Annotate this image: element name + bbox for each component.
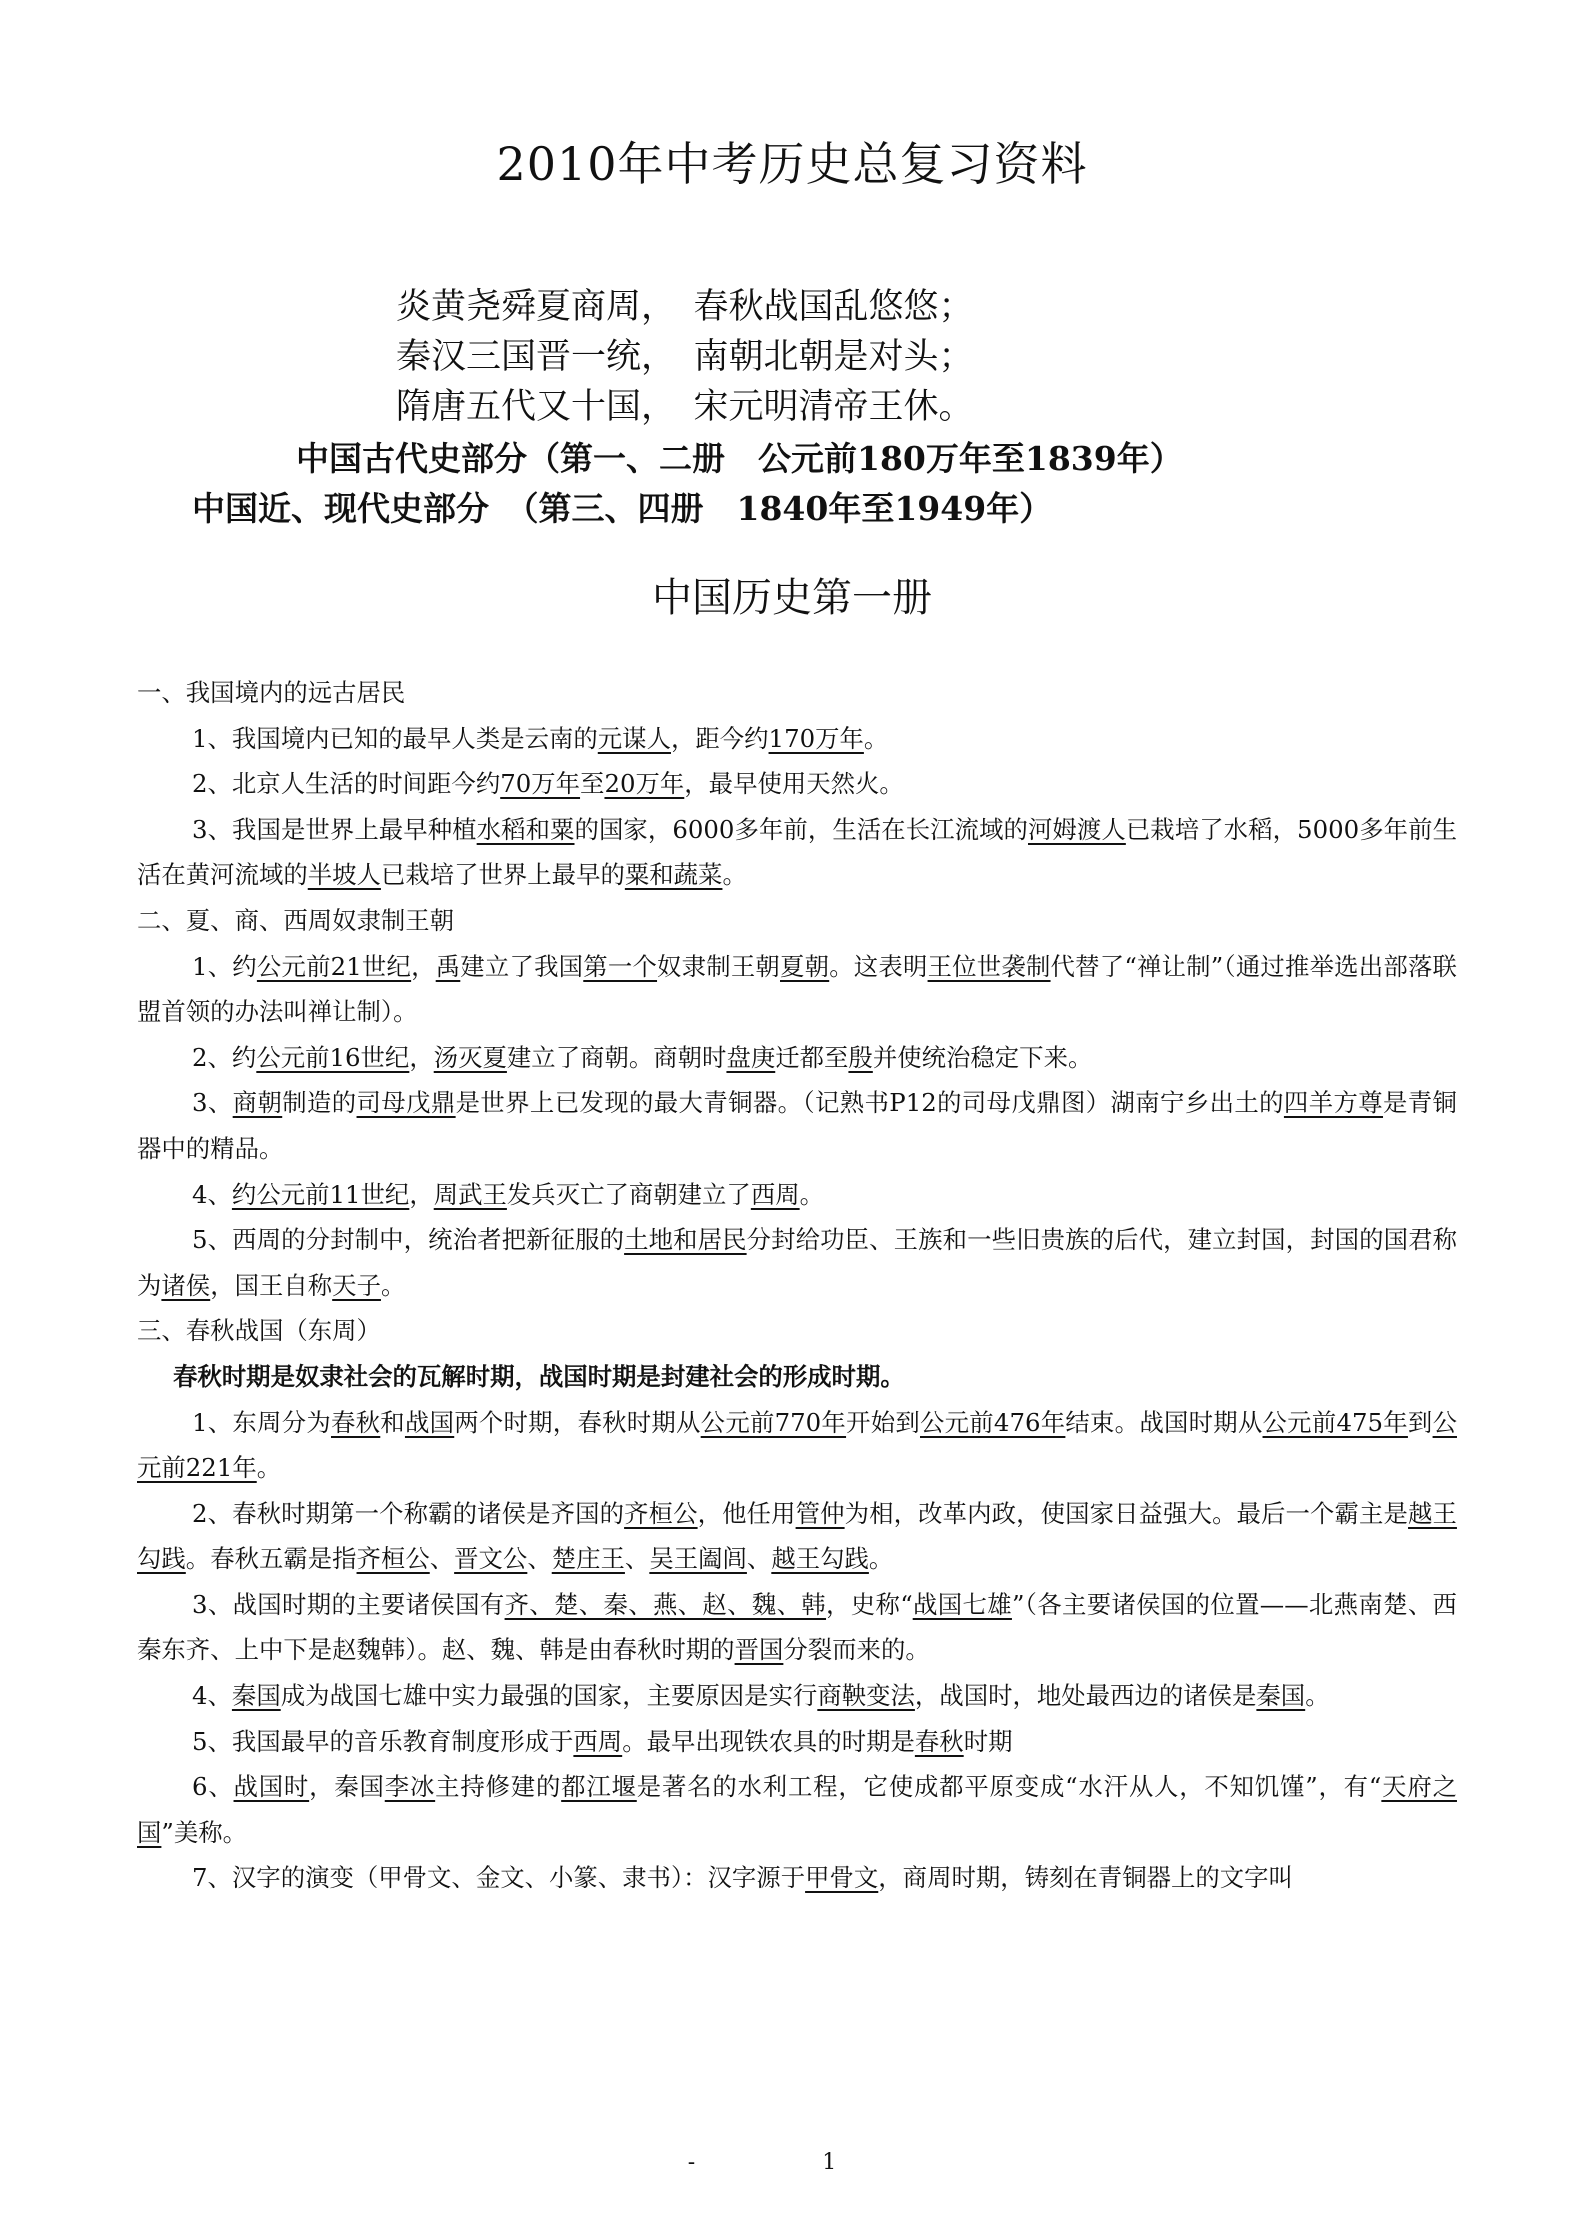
text-run: 4、 [192, 1179, 232, 1209]
text-run: 春秋时期是奴隶社会的瓦解时期，战国时期是封建社会的形成时期。 [173, 1361, 905, 1391]
underlined-term: 70万年 [500, 769, 581, 799]
underlined-term: 春秋 [914, 1726, 964, 1756]
text-run: 一、我国境内的远古居民 [137, 678, 406, 707]
text-run: 已栽培了世界上最早的 [380, 860, 625, 890]
paragraph [137, 1491, 1457, 1582]
underlined-term: 王位世袭制 [927, 951, 1051, 981]
text-run: 。 [380, 1270, 406, 1300]
paragraph [137, 807, 1457, 898]
underlined-term: 天府之国 [137, 1772, 1457, 1847]
underlined-term: 秦国 [231, 1681, 281, 1711]
text-run: 和 [380, 1407, 405, 1437]
underlined-term: 齐桓公 [356, 1544, 430, 1574]
paragraph [137, 1764, 1457, 1855]
text-run: 2、春秋时期第一个称霸的诸侯是齐国的 [192, 1498, 625, 1528]
paragraph [137, 1719, 1457, 1765]
text-run: 已栽培了水稻，5000多年前生活在黄河流域的 [137, 814, 1457, 890]
underlined-term: 公元前770年 [700, 1407, 847, 1437]
underlined-term: 禹 [435, 951, 461, 981]
text-run: 6、 [192, 1772, 234, 1802]
underlined-term: 公元前221年 [137, 1407, 1457, 1483]
text-run: 1、东周分为 [192, 1407, 331, 1437]
text-run: ，史称“ [826, 1589, 913, 1619]
paragraph [137, 1855, 1457, 1901]
underlined-term: 四羊方尊 [1283, 1088, 1384, 1118]
text-run: 、 [746, 1544, 772, 1574]
text-run: 、 [429, 1544, 455, 1574]
underlined-term: 半坡人 [307, 860, 381, 890]
text-run: ， [409, 1179, 434, 1209]
text-run: 分封给功臣、王族和一些旧贵族的后代，建立封国，封国的国君称为 [137, 1225, 1457, 1300]
text-run: ， [411, 951, 436, 981]
text-run: 3、战国时期的主要诸侯国有 [192, 1589, 505, 1619]
underlined-term: 齐桓公 [624, 1498, 698, 1528]
underlined-term: 殷 [848, 1042, 873, 1072]
underlined-term: 汤灭夏 [433, 1042, 507, 1072]
text-run: 。 [722, 860, 747, 890]
text-run: 。 [799, 1179, 825, 1209]
underlined-term: 天子 [332, 1270, 381, 1300]
section-heading [137, 898, 1457, 944]
text-run: 开始到 [846, 1407, 920, 1437]
text-run: 是青铜器中的精品。 [137, 1088, 1457, 1163]
text-run: 为相，改革内政，使国家日益强大。最后一个霸主是 [844, 1498, 1409, 1528]
underlined-term: 都江堰 [561, 1772, 637, 1802]
paragraph [137, 761, 1457, 807]
section-heading-modern: 中国近、现代史部分 （第三、四册 1840年至1949年） [192, 489, 1053, 528]
paragraph [137, 1582, 1457, 1673]
paragraph [137, 944, 1457, 1035]
bold-statement [137, 1354, 1457, 1400]
underlined-term: 土地和居民 [624, 1225, 747, 1255]
text-run: 1、我国境内已知的最早人类是云南的 [192, 723, 598, 753]
underlined-term: 公元前21世纪 [256, 951, 412, 981]
paragraph [137, 1080, 1457, 1171]
text-run: ”美称。 [161, 1817, 248, 1847]
text-run: ，战国时，地处最西边的诸侯是 [914, 1681, 1257, 1711]
poem-line: 秦汉三国晋一统， 南朝北朝是对头； [396, 337, 974, 377]
underlined-term: 甲骨文 [805, 1863, 879, 1893]
text-run: 奴隶制王朝 [657, 951, 781, 981]
text-run: 制造的 [282, 1088, 357, 1118]
section-heading [137, 1308, 1457, 1354]
underlined-term: 170万年 [768, 723, 864, 753]
underlined-term: 越王勾践 [771, 1544, 869, 1574]
text-run: 发兵灭亡了商朝建立了 [506, 1179, 751, 1209]
text-run: ，国王自称 [210, 1270, 333, 1300]
paragraph [137, 1400, 1457, 1491]
section-heading [137, 670, 1457, 716]
text-run: 建立了我国 [460, 951, 584, 981]
underlined-term: 商朝 [232, 1088, 283, 1118]
underlined-term: 夏朝 [780, 951, 830, 981]
text-run: 三、春秋战国（东周） [137, 1316, 381, 1346]
underlined-term: 秦国 [1256, 1681, 1306, 1711]
paragraph [137, 716, 1457, 762]
text-run: 2、北京人生活的时间距今约 [192, 769, 501, 799]
text-run: 到 [1407, 1407, 1433, 1437]
underlined-term: 公元前475年 [1262, 1407, 1408, 1437]
underlined-term: 晋国 [734, 1635, 784, 1665]
text-run: 是著名的水利工程，它使成都平原变成“水汗从人，不知饥馑”，有“ [636, 1772, 1382, 1802]
text-run: 。 [863, 723, 889, 753]
underlined-term: 河姆渡人 [1028, 814, 1126, 844]
underlined-term: 商鞅变法 [817, 1681, 915, 1711]
text-run: 分裂而来的。 [783, 1635, 930, 1665]
underlined-term: 公元前476年 [920, 1407, 1066, 1437]
text-run: 7、汉字的演变（甲骨文、金文、小篆、隶书）：汉字源于 [192, 1863, 806, 1893]
paragraph [137, 1035, 1457, 1081]
underlined-term: 周武王 [433, 1179, 507, 1209]
underlined-term: 晋文公 [454, 1544, 528, 1574]
text-run: 、 [624, 1544, 650, 1574]
text-run: ，距今约 [670, 723, 769, 753]
underlined-term: 司母戊鼎 [356, 1088, 456, 1118]
book-title: 中国历史第一册 [652, 575, 932, 621]
text-run: 至 [580, 769, 605, 799]
text-run: 二、夏、商、西周奴隶制王朝 [137, 905, 455, 935]
text-run: ”（各主要诸侯国的位置——北燕南楚、西秦东齐、上中下是赵魏韩）。赵、魏、韩是由春秋时期的 [137, 1589, 1457, 1665]
text-run: 5、我国最早的音乐教育制度形成于 [192, 1726, 574, 1756]
text-run: 。 [868, 1544, 894, 1574]
section-heading-ancient: 中国古代史部分（第一、二册 公元前180万年至1839年） [296, 439, 1183, 478]
underlined-term: 粟和蔬菜 [624, 860, 723, 890]
text-run: 主持修建的 [435, 1772, 562, 1802]
underlined-term: 约公元前11世纪 [231, 1179, 410, 1209]
text-run: 。春秋五霸是指 [185, 1544, 357, 1574]
underlined-term: 20万年 [604, 769, 685, 799]
underlined-term: 战国 [404, 1407, 455, 1437]
document-title: 2010年中考历史总复习资料 [496, 137, 1088, 191]
text-run: ，秦国 [309, 1772, 385, 1802]
text-run: 3、我国是世界上最早种植 [192, 814, 477, 844]
text-run: ，商周时期，铸刻在青铜器上的文字叫 [878, 1863, 1293, 1893]
underlined-term: 诸侯 [161, 1270, 211, 1300]
underlined-term: 越王勾践 [137, 1498, 1457, 1574]
text-run: 成为战国七雄中实力最强的国家，主要原因是实行 [280, 1681, 818, 1711]
underlined-term: 战国时 [233, 1772, 310, 1802]
text-run: 。 [256, 1453, 282, 1483]
underlined-term: 第一个 [583, 951, 658, 981]
text-run: ， [409, 1042, 434, 1072]
paragraph [137, 1673, 1457, 1719]
text-run: 5、西周的分封制中，统治者把新征服的 [192, 1225, 625, 1255]
text-run: 1、约 [192, 951, 257, 981]
underlined-term: 西周 [750, 1179, 800, 1209]
text-run: ，他任用 [697, 1498, 796, 1528]
text-run: 结束。战国时期从 [1065, 1407, 1263, 1437]
underlined-term: 战国七雄 [912, 1589, 1012, 1619]
text-run: ，最早使用天然火。 [684, 769, 904, 799]
text-run: 时期 [963, 1726, 1013, 1756]
paragraph [137, 1217, 1457, 1308]
document-body [137, 670, 1457, 1901]
underlined-term: 管仲 [795, 1498, 845, 1528]
underlined-term: 西周 [573, 1726, 623, 1756]
text-run: 两个时期，春秋时期从 [454, 1407, 701, 1437]
underlined-term: 楚庄王 [551, 1544, 625, 1574]
text-run: 迁都至 [775, 1042, 849, 1072]
underlined-term: 水稻和粟 [476, 814, 575, 844]
underlined-term: 春秋 [330, 1407, 381, 1437]
text-run: 的国家，6000多年前，生活在长江流域的 [574, 814, 1028, 844]
underlined-term: 齐、楚、秦、燕、赵、魏、韩 [504, 1589, 827, 1619]
underlined-term: 李冰 [384, 1772, 436, 1802]
underlined-term: 元谋人 [597, 723, 671, 753]
underlined-term: 公元前16世纪 [256, 1042, 410, 1072]
text-run: 并使统治稳定下来。 [872, 1042, 1093, 1072]
text-run: 建立了商朝。商朝时 [506, 1042, 727, 1072]
text-run: 。最早出现铁农具的时期是 [622, 1726, 915, 1756]
text-run: 、 [527, 1544, 552, 1574]
poem [396, 282, 974, 432]
text-run: 。 [1305, 1681, 1330, 1711]
text-run: 4、 [192, 1681, 232, 1711]
text-run: 代替了“禅让制”（通过推举选出部落联盟首领的办法叫禅让制）。 [137, 951, 1457, 1027]
paragraph [137, 1172, 1457, 1218]
text-run: 。这表明 [829, 951, 928, 981]
text-run: 是世界上已发现的最大青铜器。（记熟书P12的司母戊鼎图）湖南宁乡出土的 [455, 1088, 1284, 1118]
text-run: 2、约 [192, 1042, 257, 1072]
text-run: 3、 [192, 1088, 233, 1118]
page-number: - 1 [687, 2150, 897, 2175]
poem-line: 隋唐五代又十国， 宋元明清帝王休。 [396, 387, 974, 427]
underlined-term: 吴王阖闾 [649, 1544, 747, 1574]
underlined-term: 盘庚 [726, 1042, 776, 1072]
poem-line: 炎黄尧舜夏商周， 春秋战国乱悠悠； [396, 287, 974, 327]
